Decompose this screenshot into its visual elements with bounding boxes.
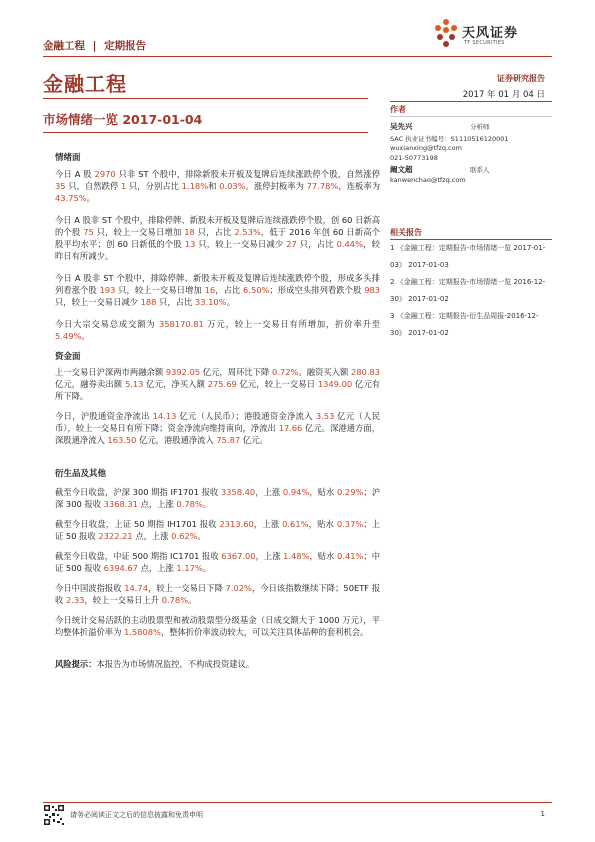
author-email[interactable]: wuxianxing@tfzq.com xyxy=(390,144,462,152)
paragraph-volatility: 今日中国波指报收 14.74，较上一交易日下降 7.02%，今日该指数继续下降；50ETF 报收 2.33，较上一交易日上升 0.78%。 xyxy=(55,583,381,605)
page-title: 金融工程 xyxy=(43,72,127,96)
risk-text: 本报告为市场情况监控，不构成投资建议。 xyxy=(96,659,255,669)
related-item-number: 3 xyxy=(390,312,395,320)
risk-warning xyxy=(55,658,380,670)
author-name: 吴先兴 xyxy=(390,122,413,131)
related-list xyxy=(390,240,552,342)
paragraph-ic-futures: 截至今日收盘，中证 500 期指 IC1701 报收 6367.00，上涨 1.48%，贴水 0.41%；中证 500 报收 6394.67 点，上涨 1.17%。 xyxy=(55,551,381,573)
paragraph-limit-stats: 今日 A 股 2970 只非 ST 个股中，排除新股未开板及复牌后连续涨跌停个股，自然涨停 35 只，自然跌停 1 只，分别占比 1.18%和 0.03%。涨停封板率为 77.78%，连板率为 43.75%。 xyxy=(55,169,381,203)
paragraph-graded-funds: 今日统计交易活跃的主动股票型和被动股票型分级基金（日成交额大于 1000 万元），平均整体折溢价率为 1.5808%，整体折价率波动较大，可以关注具体品种的套利机会。 xyxy=(55,615,380,637)
related-heading: 相关报告 xyxy=(390,228,422,237)
author-role: 分析师 xyxy=(470,123,490,131)
header-category xyxy=(43,38,146,53)
brand-logo-icon xyxy=(432,18,460,48)
author-divider xyxy=(390,116,552,117)
qr-code-icon xyxy=(43,804,65,826)
section-heading-emotion: 情绪面 xyxy=(55,153,81,163)
paragraph-ma-alignment: 今日 A 股非 ST 个股中，排除停牌、新股未开板及复牌后连续涨跌停个股，形成多头排列看涨个股 193 只，较上一交易日增加 16，占比 6.50%；形成空头排列看跌个股 983 只，较上一交易日减少 188 只，占比 33.10%。 xyxy=(55,273,381,307)
paragraph-ih-futures: 截至今日收盘，上证 50 期指 IH1701 报收 2313.60，上涨 0.61%，贴水 0.37%；上证 50 报收 2322.21 点，上涨 0.62%。 xyxy=(55,519,380,541)
brand-name: 天风证券 xyxy=(462,26,519,41)
author-heading: 作者 xyxy=(390,105,406,114)
paragraph-if-futures: 截至今日收盘，沪深 300 期指 IF1701 报收 3358.40，上涨 0.94%，贴水 0.29%；沪深 300 报收 3368.31 点，上涨 0.78%。 xyxy=(55,487,380,509)
report-subtitle: 市场情绪一览 2017-01-04 xyxy=(43,112,203,127)
author-cert: SAC 执业证书编号：S1110516120001 xyxy=(390,135,509,143)
header-separator: | xyxy=(92,40,97,52)
paragraph-new-highs: 今日 A 股非 ST 个股中，排除停牌、新股未开板及复牌后连续涨跌停个股，创 60 日新高的个股 75 只，较上一交易日增加 18 只，占比 2.53%，低于 2016 年创 60 日新高个股平均水平；创 60 日新低的个股 13 只，较上一交易日减少 27 只，占比 0.44%，较昨日有所减少。 xyxy=(55,215,381,261)
related-item-number: 1 xyxy=(390,244,395,252)
related-item[interactable] xyxy=(390,240,552,274)
title-divider xyxy=(43,98,368,99)
section-heading-derivatives: 衍生品及其他 xyxy=(55,469,107,479)
related-item-number: 2 xyxy=(390,278,395,286)
related-item-text: 《金融工程：定期报告-市场情绪一览 2017-01-03》 2017-01-03 xyxy=(390,244,546,269)
header-report-type: 定期报告 xyxy=(104,40,147,52)
header-divider xyxy=(43,56,552,57)
risk-label: 风险提示： xyxy=(55,659,97,669)
contact-role: 联系人 xyxy=(470,166,490,174)
subtitle-divider xyxy=(43,132,368,133)
brand-logo xyxy=(432,18,552,52)
related-item[interactable] xyxy=(390,274,552,308)
report-label: 证券研究报告 xyxy=(497,74,545,83)
related-item-text: 《金融工程：定期报告-市场情绪一览 2016-12-30》 2017-01-02 xyxy=(390,278,546,303)
footer-disclaimer: 请务必阅读正文之后的信息披露和免责申明 xyxy=(70,811,203,819)
footer-divider xyxy=(43,802,552,803)
author-phone: 021-50773198 xyxy=(390,154,438,162)
header-category-label: 金融工程 xyxy=(43,40,85,52)
paragraph-connect-flows: 今日，沪股通资金净流出 14.13 亿元（人民币）；港股通资金净流入 3.53 亿元（人民币），较上一交易日有所下降；资金净流向维持南向，净流出 17.66 亿元。深港通方面，深股通净流入 163.50 亿元，港股通净流入 75.87 亿元。 xyxy=(55,411,380,445)
brand-name-en: TF SECURITIES xyxy=(464,40,505,46)
report-date: 2017 年 01 月 04 日 xyxy=(462,90,545,100)
related-item-text: 《金融工程：定期报告-衍生品周报-2016-12-30》 2017-01-02 xyxy=(390,312,539,337)
paragraph-margin: 上一交易日沪深两市两融余额 9392.05 亿元，周环比下降 0.72%。融资买入额 280.83 亿元，融券卖出额 5.13 亿元，净买入额 275.69 亿元，较上一交易日 1349.00 亿元有所下降。 xyxy=(55,367,381,401)
contact-email[interactable]: kanwenchao@tfzq.com xyxy=(390,176,466,184)
related-item[interactable] xyxy=(390,308,552,342)
paragraph-block-trades: 今日大宗交易总成交额为 358170.81 万元，较上一交易日有所增加，折价率升至 5.49%。 xyxy=(55,319,381,341)
section-heading-funds: 资金面 xyxy=(55,352,81,362)
contact-name: 阚文超 xyxy=(390,165,413,174)
page-number: 1 xyxy=(540,810,545,818)
sidebar-divider xyxy=(390,101,552,102)
